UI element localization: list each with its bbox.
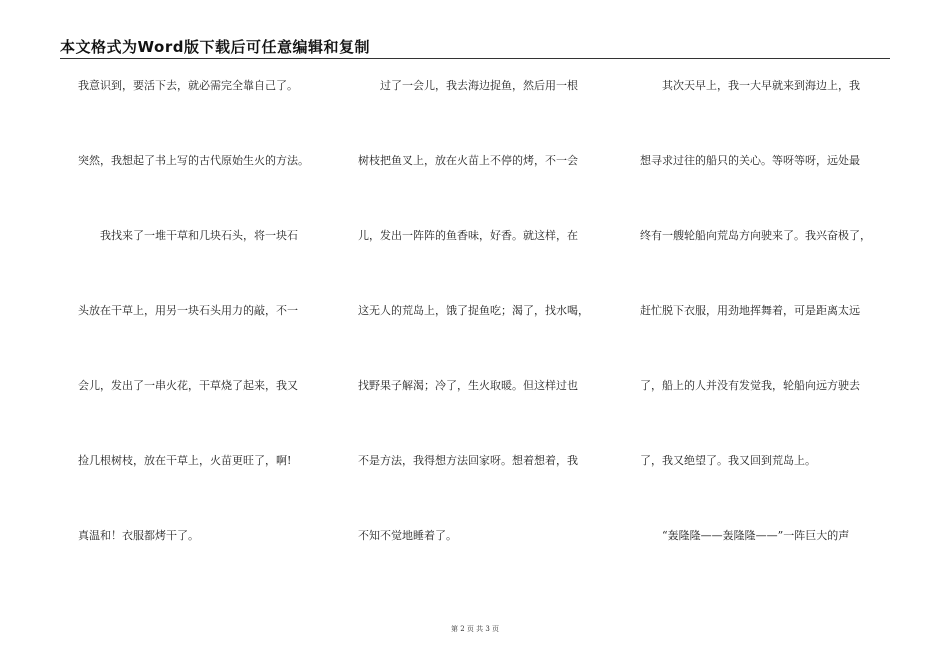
column-2-line-6: 不是方法，我得想方法回家呀。想着想着，我 [358, 454, 578, 467]
column-1-line-6: 捡几根树枝，放在干草上，火苗更旺了，啊! [78, 454, 292, 467]
column-2-line-2: 树枝把鱼叉上，放在火苗上不停的烤，不一会 [358, 154, 578, 167]
column-3-line-7: “轰隆隆——轰隆隆——”一阵巨大的声 [662, 529, 850, 542]
column-2-line-5: 找野果子解渴；冷了，生火取暖。但这样过也 [358, 379, 578, 392]
column-3-line-2: 想寻求过往的船只的关心。等呀等呀，远处最 [640, 154, 860, 167]
column-3-line-5: 了，船上的人并没有发觉我，轮船向远方驶去 [640, 379, 860, 392]
column-2-line-4: 这无人的荒岛上，饿了捉鱼吃；渴了，找水喝， [358, 304, 589, 317]
page-number-footer: 第 2 页 共 3 页 [450, 625, 500, 633]
column-3-line-1: 其次天早上，我一大早就来到海边上，我 [662, 79, 860, 92]
column-3-line-3: 终有一艘轮船向荒岛方向驶来了。我兴奋极了， [640, 229, 871, 242]
column-1-line-5: 会儿，发出了一串火花，干草烧了起来，我又 [78, 379, 298, 392]
column-3-line-4: 赶忙脱下衣服，用劲地挥舞着，可是距离太远 [640, 304, 860, 317]
column-2-line-1: 过了一会儿，我去海边捉鱼，然后用一根 [380, 79, 578, 92]
column-1-line-2: 突然，我想起了书上写的古代原始生火的方法。 [78, 154, 309, 167]
column-1-line-7: 真温和！衣服都烤干了。 [78, 529, 199, 542]
column-1-line-4: 头放在干草上，用另一块石头用力的敲，不一 [78, 304, 298, 317]
column-1-line-1: 我意识到，要活下去，就必需完全靠自己了。 [78, 79, 298, 92]
header-divider [60, 58, 890, 59]
column-2-line-3: 儿，发出一阵阵的鱼香味，好香。就这样，在 [358, 229, 578, 242]
column-3-line-6: 了，我又绝望了。我又回到荒岛上。 [640, 454, 816, 467]
column-2-line-7: 不知不觉地睡着了。 [358, 529, 457, 542]
document-header-title: 本文格式为Word版下载后可任意编辑和复制 [60, 38, 370, 56]
column-1-line-3: 我找来了一堆干草和几块石头，将一块石 [100, 229, 298, 242]
